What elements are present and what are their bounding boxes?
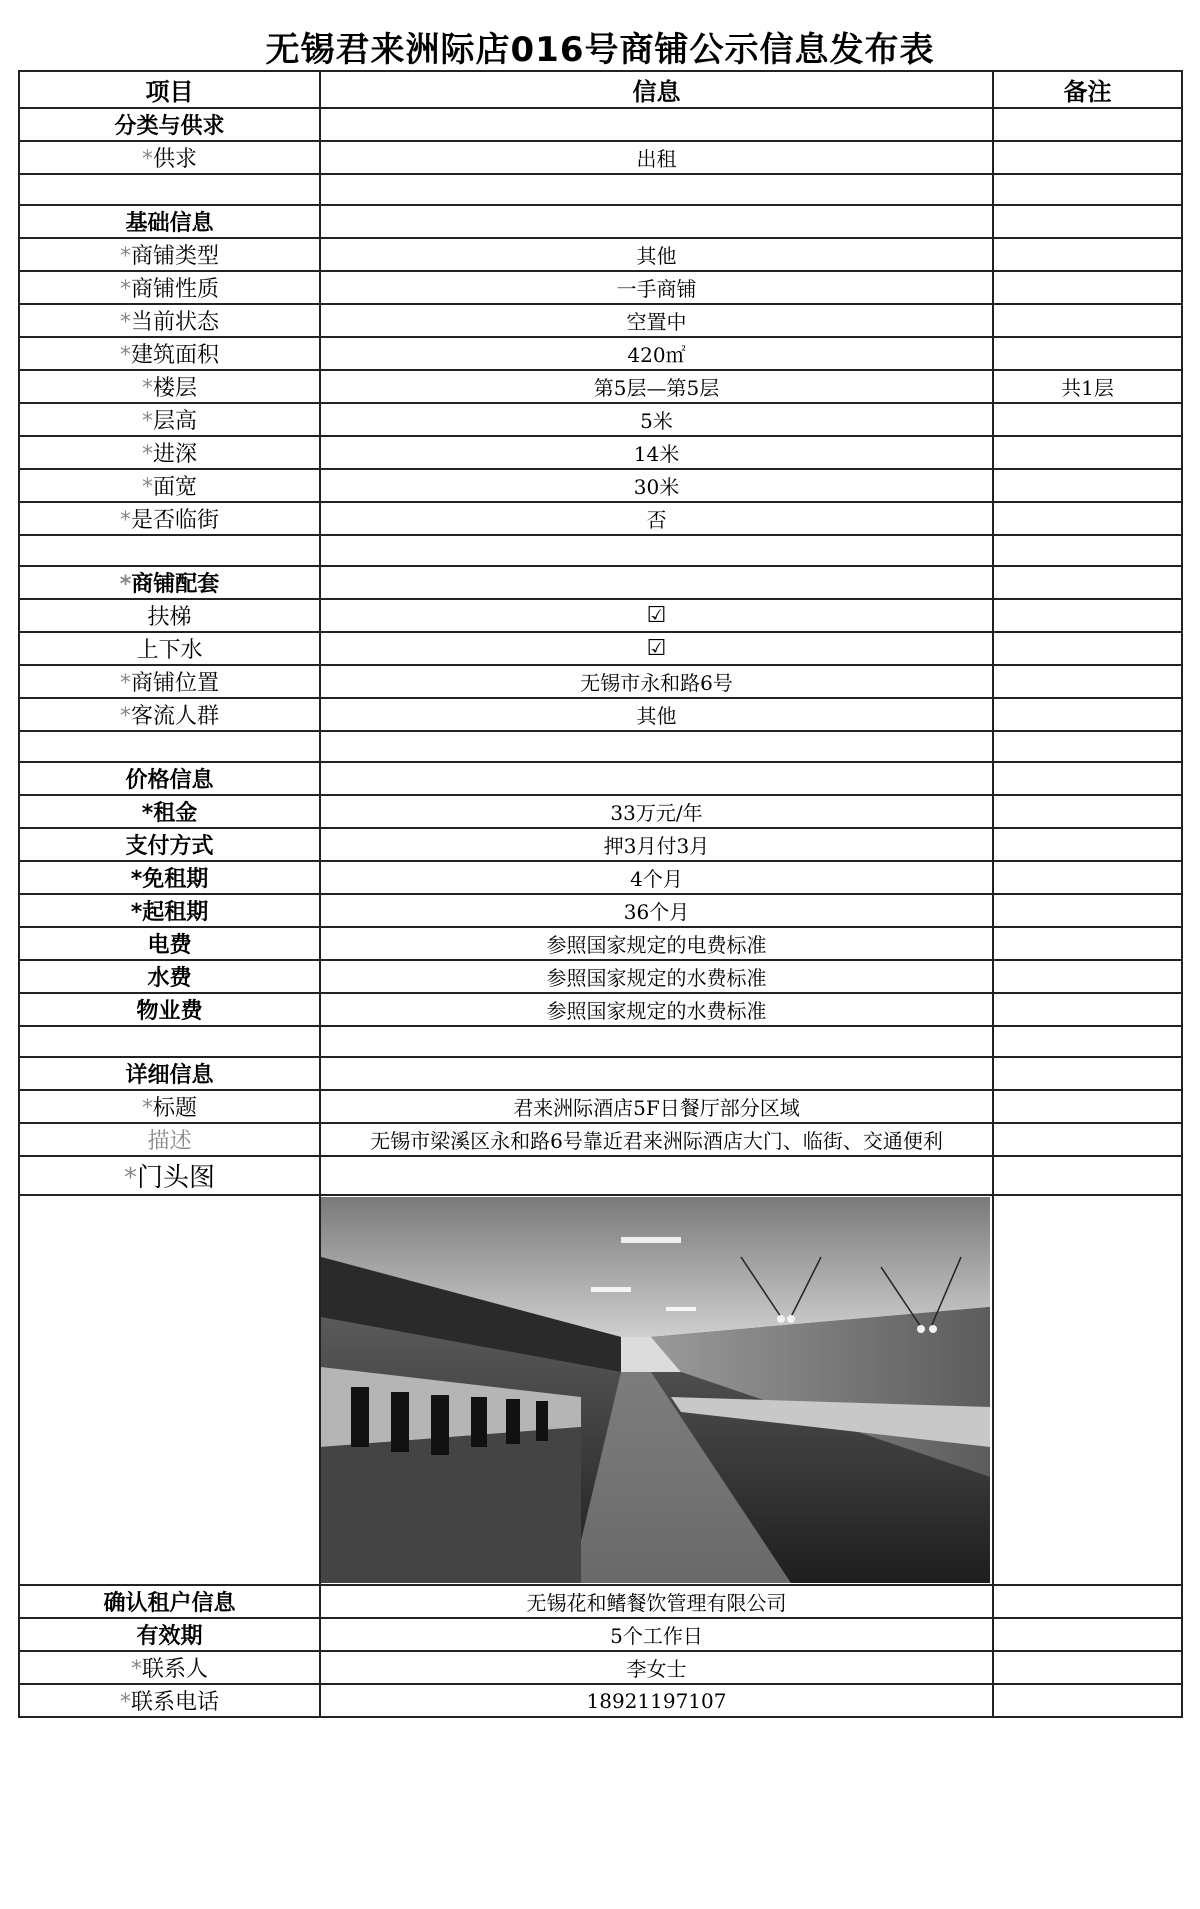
required-marker: * (130, 1657, 142, 1682)
required-marker: * (119, 671, 131, 696)
table-row (19, 174, 1182, 205)
required-marker: * (119, 244, 131, 269)
row-label (19, 1156, 320, 1195)
row-remark (993, 1156, 1182, 1195)
row-label (19, 403, 320, 436)
required-marker: * (119, 1690, 131, 1715)
row-label-text: 建筑面积 (130, 343, 219, 368)
table-row (19, 861, 1182, 894)
table-row (19, 108, 1182, 141)
row-label-text: 物业费 (136, 999, 203, 1024)
page-title: 无锡君来洲际店016号商铺公示信息发布表 (265, 30, 935, 70)
table-row (19, 304, 1182, 337)
row-label (19, 370, 320, 403)
row-label (19, 960, 320, 993)
row-label-text: 标题 (152, 1096, 197, 1121)
table-row (19, 762, 1182, 795)
row-label (19, 1090, 320, 1123)
required-marker: * (141, 376, 153, 401)
row-label (19, 762, 320, 795)
table-row (19, 535, 1182, 566)
row-label (19, 698, 320, 731)
row-value: 出租 (320, 141, 993, 174)
info-table (18, 70, 1183, 1718)
row-label (19, 271, 320, 304)
required-marker: * (141, 409, 153, 434)
row-label-text: 水费 (147, 966, 192, 991)
row-value: 一手商铺 (320, 271, 993, 304)
row-remark (993, 1585, 1182, 1618)
row-label-text: 商铺位置 (130, 671, 219, 696)
table-row (19, 1618, 1182, 1651)
row-value (320, 1026, 993, 1057)
row-label-text: 商铺配套 (131, 572, 220, 597)
row-label (19, 993, 320, 1026)
table-row (19, 960, 1182, 993)
table-row (19, 1057, 1182, 1090)
table-row (19, 599, 1182, 632)
row-label-text: 扶梯 (147, 605, 192, 630)
row-remark (993, 304, 1182, 337)
row-label-text: 价格信息 (125, 768, 214, 793)
row-value: 空置中 (320, 304, 993, 337)
required-marker: * (123, 1163, 137, 1193)
row-label-text: 上下水 (136, 638, 203, 663)
row-remark: 共1层 (993, 370, 1182, 403)
row-label (19, 304, 320, 337)
table-row (19, 403, 1182, 436)
row-remark (993, 1651, 1182, 1684)
table-row (19, 436, 1182, 469)
row-label (19, 1057, 320, 1090)
row-remark (993, 861, 1182, 894)
required-marker: * (119, 310, 131, 335)
row-value: 无锡市永和路6号 (320, 665, 993, 698)
row-label-text: 楼层 (152, 376, 197, 401)
row-label-text: 联系人 (141, 1657, 208, 1682)
row-remark (993, 828, 1182, 861)
checkbox-checked-icon: ☑ (320, 599, 993, 632)
required-marker: * (119, 704, 131, 729)
row-value: 420㎡ (320, 337, 993, 370)
restaurant-interior-image (321, 1197, 990, 1583)
row-label (19, 795, 320, 828)
row-value: 其他 (320, 238, 993, 271)
row-remark (993, 665, 1182, 698)
row-value (320, 174, 993, 205)
row-label-text: 确认租户信息 (103, 1591, 236, 1616)
table-row (19, 1090, 1182, 1123)
row-remark (993, 469, 1182, 502)
row-remark (993, 271, 1182, 304)
row-label-text: *租金 (141, 801, 198, 826)
row-label-text: 商铺类型 (130, 244, 219, 269)
checkbox-checked-icon: ☑ (320, 632, 993, 665)
row-remark (993, 993, 1182, 1026)
table-row (19, 731, 1182, 762)
row-label (19, 1684, 320, 1717)
row-label (19, 205, 320, 238)
row-value: 36个月 (320, 894, 993, 927)
row-label (19, 731, 320, 762)
row-remark (993, 1123, 1182, 1156)
table-row (19, 205, 1182, 238)
row-label-text: 商铺性质 (130, 277, 219, 302)
required-marker: * (119, 277, 131, 302)
header-remark: 备注 (993, 71, 1182, 108)
required-marker: * (141, 475, 153, 500)
row-label-text: 客流人群 (130, 704, 219, 729)
table-row (19, 698, 1182, 731)
row-label (19, 108, 320, 141)
table-row (19, 1026, 1182, 1057)
row-label (19, 535, 320, 566)
row-value: 参照国家规定的水费标准 (320, 993, 993, 1026)
table-row (19, 1585, 1182, 1618)
row-label-text: 当前状态 (130, 310, 219, 335)
row-label-text: 面宽 (152, 475, 197, 500)
table-row (19, 795, 1182, 828)
row-remark (993, 535, 1182, 566)
row-value (320, 762, 993, 795)
row-remark (993, 502, 1182, 535)
row-label (19, 141, 320, 174)
row-value: 无锡花和鳍餐饮管理有限公司 (320, 1585, 993, 1618)
row-value: 押3月付3月 (320, 828, 993, 861)
row-label-text: 电费 (147, 933, 192, 958)
row-remark (993, 238, 1182, 271)
row-value (320, 731, 993, 762)
row-value: 参照国家规定的水费标准 (320, 960, 993, 993)
row-remark (993, 174, 1182, 205)
table-row (19, 828, 1182, 861)
row-label-text: *免租期 (130, 867, 209, 892)
table-row (19, 271, 1182, 304)
row-remark (993, 698, 1182, 731)
row-remark (993, 894, 1182, 927)
table-row (19, 993, 1182, 1026)
row-label (19, 1585, 320, 1618)
row-label (19, 1123, 320, 1156)
row-value: 14米 (320, 436, 993, 469)
row-remark (993, 436, 1182, 469)
photo-remark-empty (993, 1195, 1182, 1585)
row-remark (993, 1090, 1182, 1123)
table-row (19, 469, 1182, 502)
row-label (19, 861, 320, 894)
row-label-text: 是否临街 (130, 508, 219, 533)
row-label (19, 436, 320, 469)
row-label-text: 基础信息 (125, 211, 214, 236)
row-remark (993, 1618, 1182, 1651)
row-label (19, 1026, 320, 1057)
row-label-text: 门头图 (136, 1163, 215, 1193)
row-value: 李女士 (320, 1651, 993, 1684)
header-row (19, 71, 1182, 108)
row-label (19, 632, 320, 665)
row-label (19, 566, 320, 599)
row-label (19, 502, 320, 535)
row-remark (993, 566, 1182, 599)
row-label (19, 174, 320, 205)
row-label-text: 联系电话 (130, 1690, 219, 1715)
row-remark (993, 795, 1182, 828)
table-row (19, 927, 1182, 960)
row-value: 5个工作日 (320, 1618, 993, 1651)
table-row (19, 1684, 1182, 1717)
row-value: 4个月 (320, 861, 993, 894)
table-row (19, 337, 1182, 370)
row-label (19, 927, 320, 960)
table-row (19, 632, 1182, 665)
row-remark (993, 960, 1182, 993)
table-row (19, 1651, 1182, 1684)
row-label (19, 665, 320, 698)
row-label-text: 进深 (152, 442, 197, 467)
row-label (19, 828, 320, 861)
row-label-text: 详细信息 (125, 1063, 214, 1088)
row-label (19, 1651, 320, 1684)
row-remark (993, 599, 1182, 632)
table-row (19, 502, 1182, 535)
header-item: 项目 (19, 71, 320, 108)
required-marker: * (141, 147, 153, 172)
row-value: 5米 (320, 403, 993, 436)
table-row (19, 141, 1182, 174)
row-remark (993, 403, 1182, 436)
required-marker: * (119, 572, 132, 597)
row-remark (993, 731, 1182, 762)
row-remark (993, 1026, 1182, 1057)
row-value (320, 1057, 993, 1090)
required-marker: * (141, 1096, 153, 1121)
row-label (19, 238, 320, 271)
row-value: 参照国家规定的电费标准 (320, 927, 993, 960)
table-row (19, 1156, 1182, 1195)
row-remark (993, 141, 1182, 174)
row-remark (993, 1057, 1182, 1090)
row-remark (993, 108, 1182, 141)
table-row (19, 894, 1182, 927)
row-value (320, 108, 993, 141)
row-value: 否 (320, 502, 993, 535)
row-remark (993, 632, 1182, 665)
row-remark (993, 927, 1182, 960)
row-label-text: 支付方式 (125, 834, 214, 859)
row-value (320, 205, 993, 238)
row-label-text: 描述 (147, 1129, 192, 1154)
row-label-text: 有效期 (136, 1624, 203, 1649)
table-row (19, 566, 1182, 599)
row-label (19, 1618, 320, 1651)
table-row (19, 665, 1182, 698)
row-value (320, 566, 993, 599)
row-remark (993, 762, 1182, 795)
row-value: 君来洲际酒店5F日餐厅部分区域 (320, 1090, 993, 1123)
row-label-text: 分类与供求 (114, 114, 225, 139)
row-label (19, 469, 320, 502)
row-label (19, 599, 320, 632)
row-value: 其他 (320, 698, 993, 731)
row-label-text: 层高 (152, 409, 197, 434)
table-row (19, 370, 1182, 403)
row-value: 18921197107 (320, 1684, 993, 1717)
row-value (320, 1156, 993, 1195)
photo-row (19, 1195, 1182, 1585)
row-remark (993, 1684, 1182, 1717)
photo-label-empty (19, 1195, 320, 1585)
required-marker: * (119, 508, 131, 533)
row-value: 33万元/年 (320, 795, 993, 828)
row-value (320, 535, 993, 566)
row-remark (993, 205, 1182, 238)
row-value: 30米 (320, 469, 993, 502)
row-label-text: 供求 (152, 147, 197, 172)
required-marker: * (141, 442, 153, 467)
row-value: 第5层—第5层 (320, 370, 993, 403)
row-value: 无锡市梁溪区永和路6号靠近君来洲际酒店大门、临街、交通便利 (320, 1123, 993, 1156)
row-remark (993, 337, 1182, 370)
table-row (19, 238, 1182, 271)
row-label-text: *起租期 (130, 900, 209, 925)
header-info: 信息 (320, 71, 993, 108)
storefront-photo (320, 1195, 993, 1585)
required-marker: * (119, 343, 131, 368)
row-label (19, 894, 320, 927)
table-row (19, 1123, 1182, 1156)
row-label (19, 337, 320, 370)
